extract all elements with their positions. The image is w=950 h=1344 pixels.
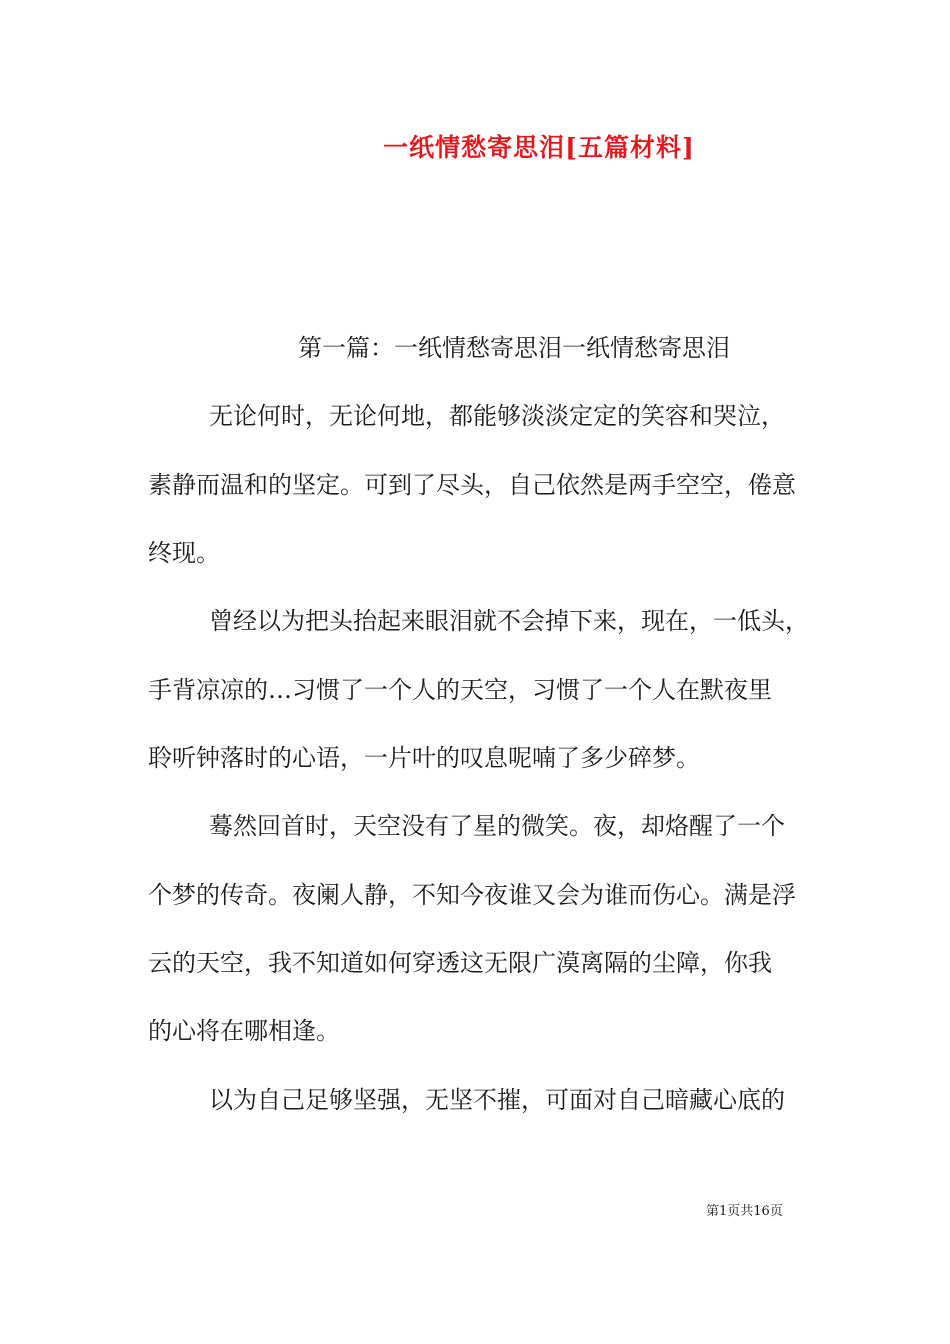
page-number: 第1页共16页: [706, 1204, 783, 1219]
paragraph-line: 素静而温和的坚定。可到了尽头，自己依然是两手空空，倦意: [148, 471, 796, 499]
paragraph-line: 终现。: [148, 539, 220, 567]
section-heading: 第一篇：一纸情愁寄思泪一纸情愁寄思泪: [298, 334, 730, 362]
paragraph-line: 无论何时，无论何地，都能够淡淡定定的笑容和哭泣，: [209, 402, 785, 430]
paragraph-line: 手背凉凉的…习惯了一个人的天空，习惯了一个人在默夜里: [148, 676, 772, 704]
paragraph-line: 以为自己足够坚强，无坚不摧，可面对自己暗藏心底的: [209, 1086, 785, 1114]
document-title: 一纸情愁寄思泪[五篇材料]: [383, 133, 695, 162]
paragraph-line: 个梦的传奇。夜阑人静，不知今夜谁又会为谁而伤心。满是浮: [148, 881, 796, 909]
paragraph-line: 云的天空，我不知道如何穿透这无限广漠离隔的尘障，你我: [148, 949, 772, 977]
paragraph-line: 聆听钟落时的心语，一片叶的叹息呢喃了多少碎梦。: [148, 744, 700, 772]
paragraph-line: 曾经以为把头抬起来眼泪就不会掉下来，现在，一低头，: [209, 607, 809, 635]
paragraph-line: 蓦然回首时，天空没有了星的微笑。夜，却烙醒了一个: [209, 812, 785, 840]
paragraph-line: 的心将在哪相逢。: [148, 1017, 340, 1045]
